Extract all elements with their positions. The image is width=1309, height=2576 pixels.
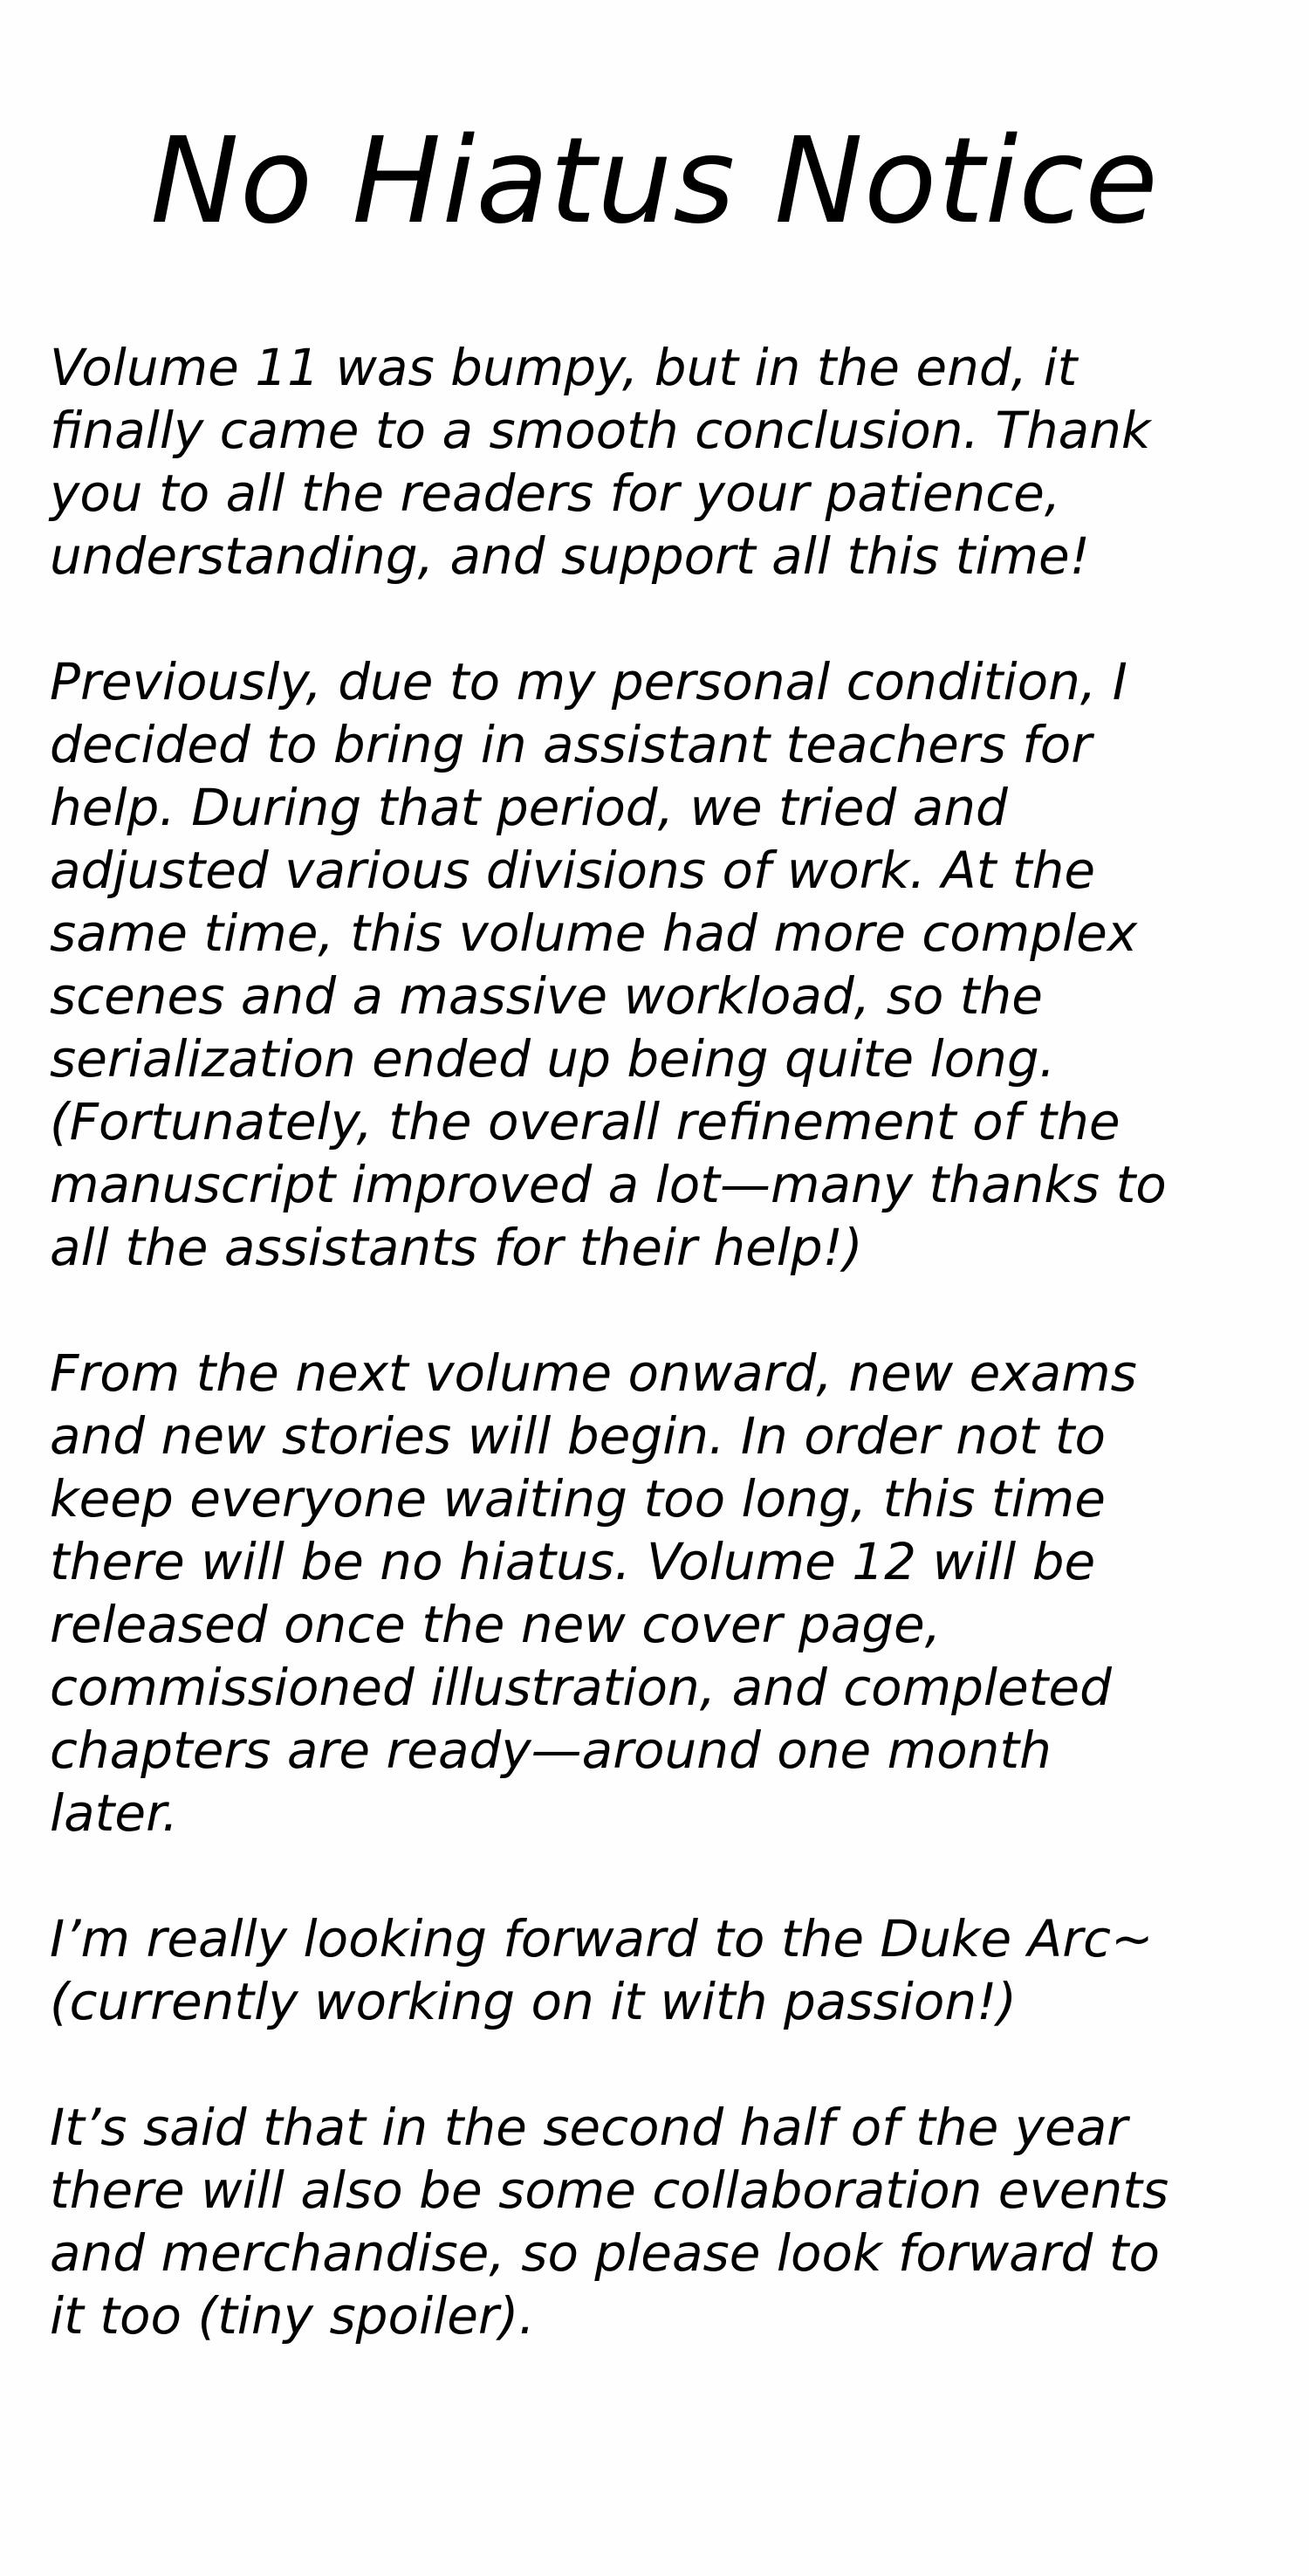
paragraph-volume-11-conclusion: Volume 11 was bumpy, but in the end, it finally came to a smooth conclusion. Thank you to all the readers for your patience, understanding, and support all this time! bbox=[50, 338, 1151, 586]
paragraph-assistant-teachers: Previously, due to my personal condition, I decided to bring in assistant teachers for help. During that period, we tried and adjusted various divisions of work. At the same time, this volume had more complex scenes and a massive workload, so the serialization ended up being quite long. (Fortunately, the overall refinement of the manuscript improved a lot—many thanks to all the assistants for their help!) bbox=[50, 652, 1167, 1277]
notice-body bbox=[50, 336, 1298, 2410]
paragraph-duke-arc: I’m really looking forward to the Duke Arc~ (currently working on it with passion!) bbox=[50, 1909, 1154, 2031]
paragraph-no-hiatus-volume-12: From the next volume onward, new exams and new stories will begin. In order not to keep everyone waiting too long, this time there will be no hiatus. Volume 12 will be released once the new cover page, commissioned illustration, and completed chapters are ready—around one month later. bbox=[50, 1343, 1137, 1843]
paragraph-collaboration-events: It’s said that in the second half of the year there will also be some collaboration events and merchandise, so please look forward to it too (tiny spoiler). bbox=[50, 2098, 1169, 2346]
page-title: No Hiatus Notice bbox=[150, 113, 1159, 251]
